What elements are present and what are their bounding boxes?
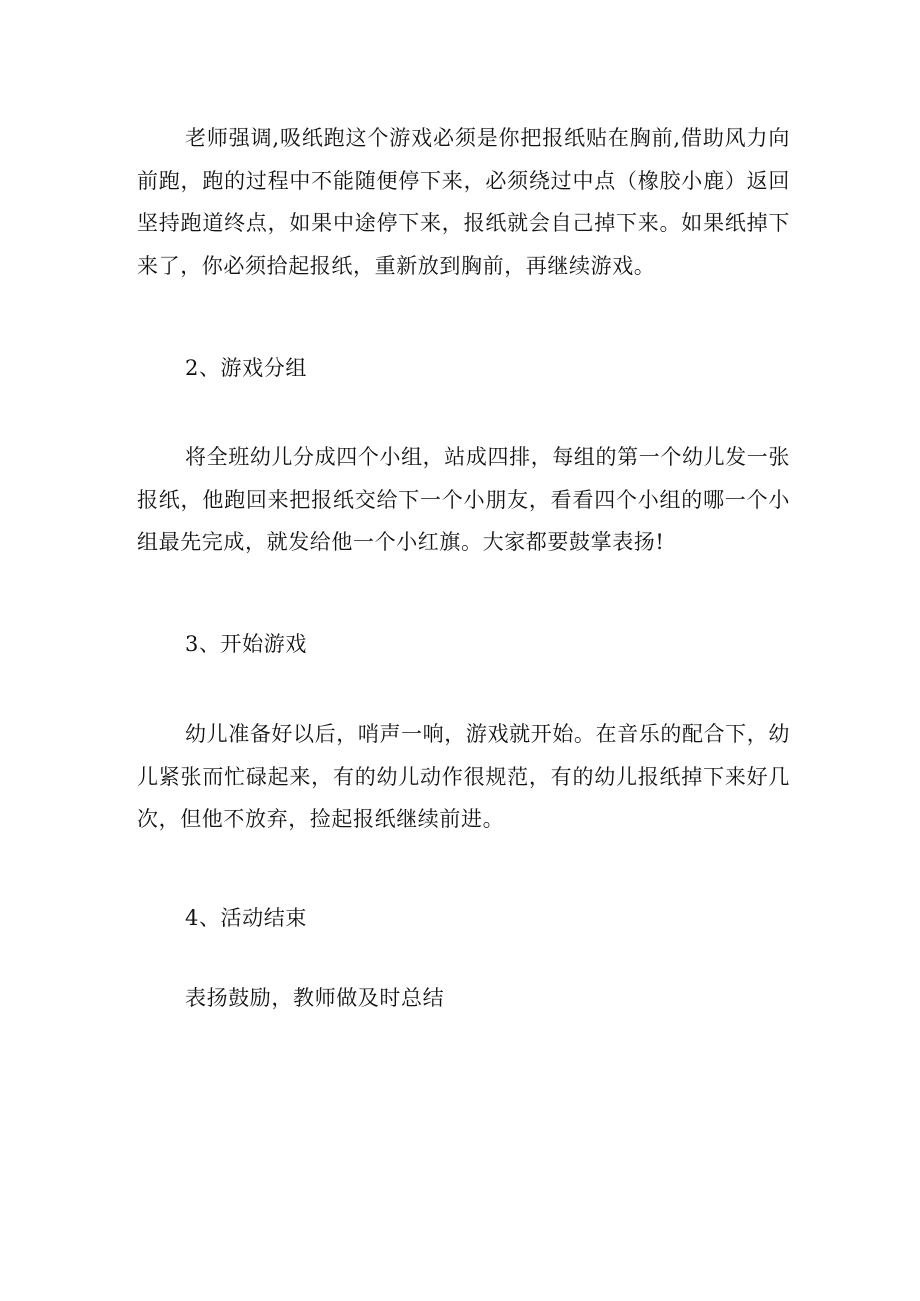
paragraph-rules: 老师强调,吸纸跑这个游戏必须是你把报纸贴在胸前,借助风力向前跑，跑的过程中不能随便停下来，必须绕过中点（橡胶小鹿）返回坚持跑道终点，如果中途停下来，报纸就会自己掉下来。如果纸掉下来了，你必须拾起报纸，重新放到胸前，再继续游戏。 (137, 126, 790, 278)
paragraph-grouping: 将全班幼儿分成四个小组，站成四排，每组的第一个幼儿发一张报纸，他跑回来把报纸交给下一个小朋友，看看四个小组的哪一个小组最先完成，就发给他一个小红旗。大家都要鼓掌表扬! (137, 445, 790, 554)
section-heading-grouping: 2、游戏分组 (185, 356, 307, 380)
section-heading-activity-end: 4、活动结束 (185, 906, 307, 930)
closing-line: 表扬鼓励，教师做及时总结 (185, 986, 445, 1010)
paragraph-start-game: 幼儿准备好以后，哨声一响，游戏就开始。在音乐的配合下，幼儿紧张而忙碌起来，有的幼儿动作很规范，有的幼儿报纸掉下来好几次，但他不放弃，捡起报纸继续前进。 (137, 722, 790, 831)
section-heading-start-game: 3、开始游戏 (185, 632, 307, 656)
